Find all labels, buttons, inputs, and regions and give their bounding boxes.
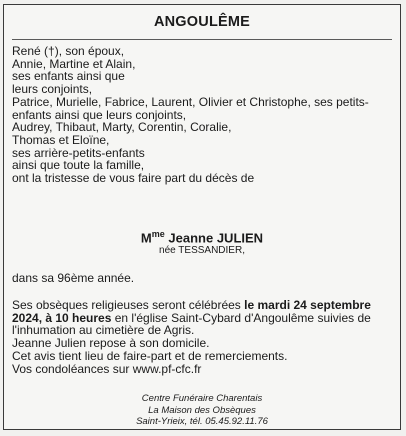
condolences-line: Vos condoléances sur www.pf-cfc.fr (12, 361, 202, 376)
obsequies-line-4: Jeanne Julien repose à son domicile. (12, 336, 210, 351)
family-line: René (†), son époux, (12, 44, 125, 58)
honorific: M (140, 230, 152, 246)
funeral-home-signature (4, 393, 400, 428)
deceased-name: Jeanne JULIEN (168, 230, 264, 246)
funeral-home-name: Centre Funéraire Charentais (141, 393, 263, 404)
family-line: ses arrière-petits-enfants (12, 145, 145, 160)
age-text: dans sa 96ème année. (12, 271, 135, 285)
obsequies-details (12, 299, 387, 375)
family-line: ses enfants ainsi que (12, 69, 125, 84)
notice-title: ANGOULÊME (153, 14, 251, 30)
maiden-name: née TESSANDIER, (159, 245, 245, 257)
funeral-home-contact: Saint-Yrieix, tél. 05.45.92.11.76 (136, 416, 268, 427)
obsequies-text: Ses obsèques religieuses seront célébrées (12, 298, 245, 312)
family-line: ainsi que toute la famille, (12, 158, 145, 173)
family-line: ont la tristesse de vous faire part du décès de (12, 171, 255, 186)
funeral-home-subtitle: La Maison des Obsèques (148, 404, 256, 416)
family-line: Thomas et Eloïne, (12, 132, 110, 147)
family-line: Annie, Martine et Alain, (12, 56, 136, 71)
obsequies-line-5: Cet avis tient lieu de faire-part et de remerciements. (12, 348, 288, 363)
ceremony-time: 2024, à 10 heures (12, 310, 112, 325)
deceased-block (4, 227, 400, 256)
ceremony-date: le mardi 24 septembre (244, 298, 371, 312)
family-announcement (12, 45, 387, 185)
title-divider (12, 39, 392, 40)
family-line: Patrice, Murielle, Fabrice, Laurent, Olivier et Christophe, ses petits- (12, 94, 369, 109)
obituary-notice (3, 4, 401, 430)
family-line: Audrey, Thibaut, Marty, Corentin, Coralie, (12, 120, 232, 135)
honorific-sup: me (151, 229, 165, 239)
family-line: enfants ainsi que leurs conjoints, (12, 107, 187, 122)
obsequies-line-3: l'inhumation au cimetière de Agris. (12, 323, 195, 338)
family-line: leurs conjoints, (12, 82, 93, 97)
obsequies-text: en l'église Saint-Cybard d'Angoulême suivies de (111, 310, 371, 325)
deceased-name-line (4, 227, 400, 245)
